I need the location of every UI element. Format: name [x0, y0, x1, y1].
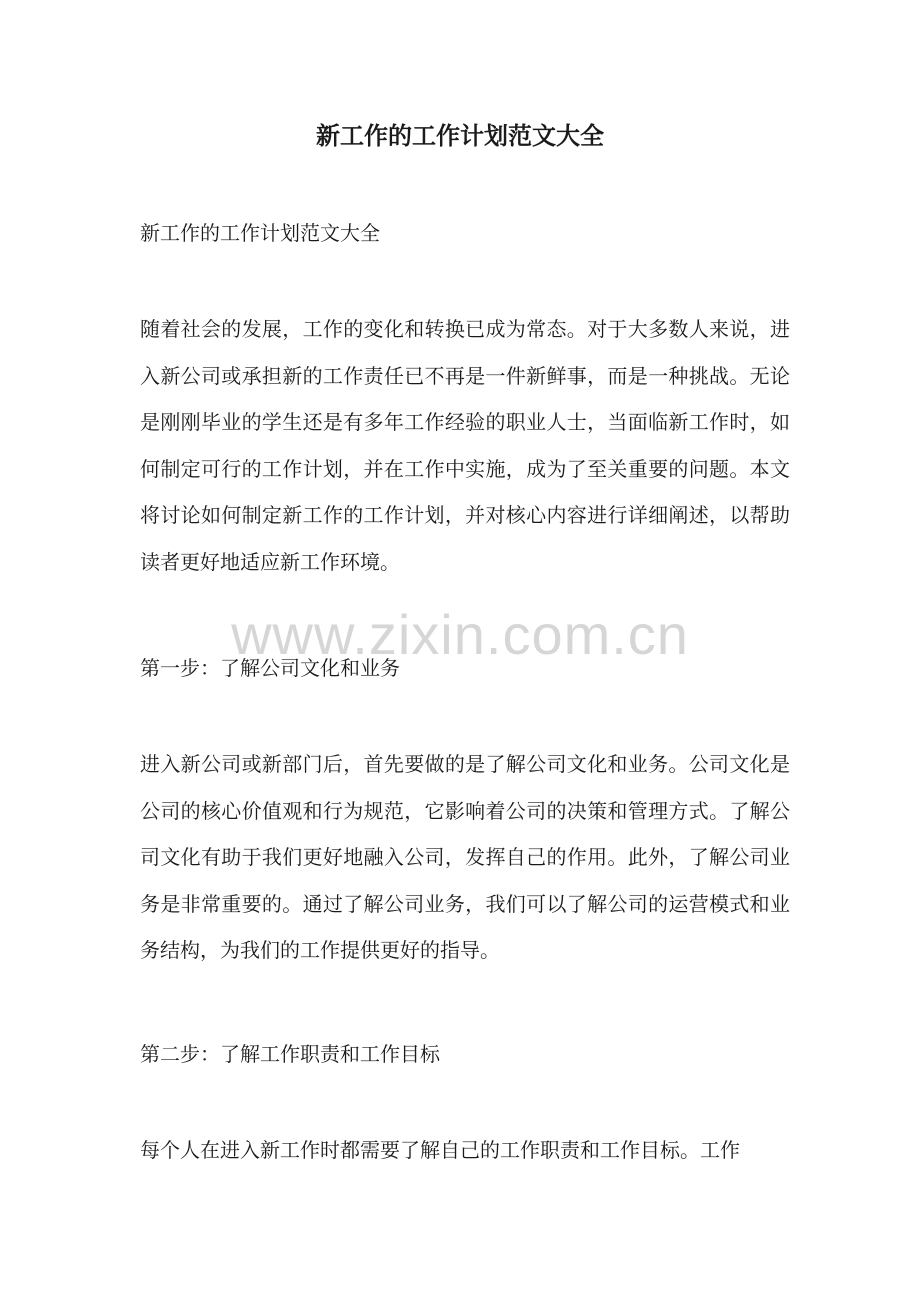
- step2-paragraph: 每个人在进入新工作时都需要了解自己的工作职责和工作目标。工作: [140, 1138, 740, 1162]
- step1-paragraph: 进入新公司或新部门后，首先要做的是了解公司文化和业务。公司文化是公司的核心价值观和行为规范，它影响着公司的决策和管理方式。了解公司文化有助于我们更好地融入公司，发挥自己的作用。此外，了解公司业务是非常重要的。通过了解公司业务，我们可以了解公司的运营模式和业务结构，为我们的工作提供更好的指导。: [140, 752, 790, 962]
- step2-heading: 第二步：了解工作职责和工作目标: [140, 1042, 440, 1066]
- step1-heading: 第一步：了解公司文化和业务: [140, 656, 400, 680]
- watermark: www.zixin.com.cn: [231, 603, 689, 666]
- document-subtitle: 新工作的工作计划范文大全: [140, 221, 380, 245]
- document-title: 新工作的工作计划范文大全: [316, 121, 604, 150]
- intro-paragraph: 随着社会的发展，工作的变化和转换已成为常态。对于大多数人来说，进入新公司或承担新的工作责任已不再是一件新鲜事，而是一种挑战。无论是刚刚毕业的学生还是有多年工作经验的职业人士，当面临新工作时，如何制定可行的工作计划，并在工作中实施，成为了至关重要的问题。本文将讨论如何制定新工作的工作计划，并对核心内容进行详细阐述，以帮助读者更好地适应新工作环境。: [140, 317, 790, 574]
